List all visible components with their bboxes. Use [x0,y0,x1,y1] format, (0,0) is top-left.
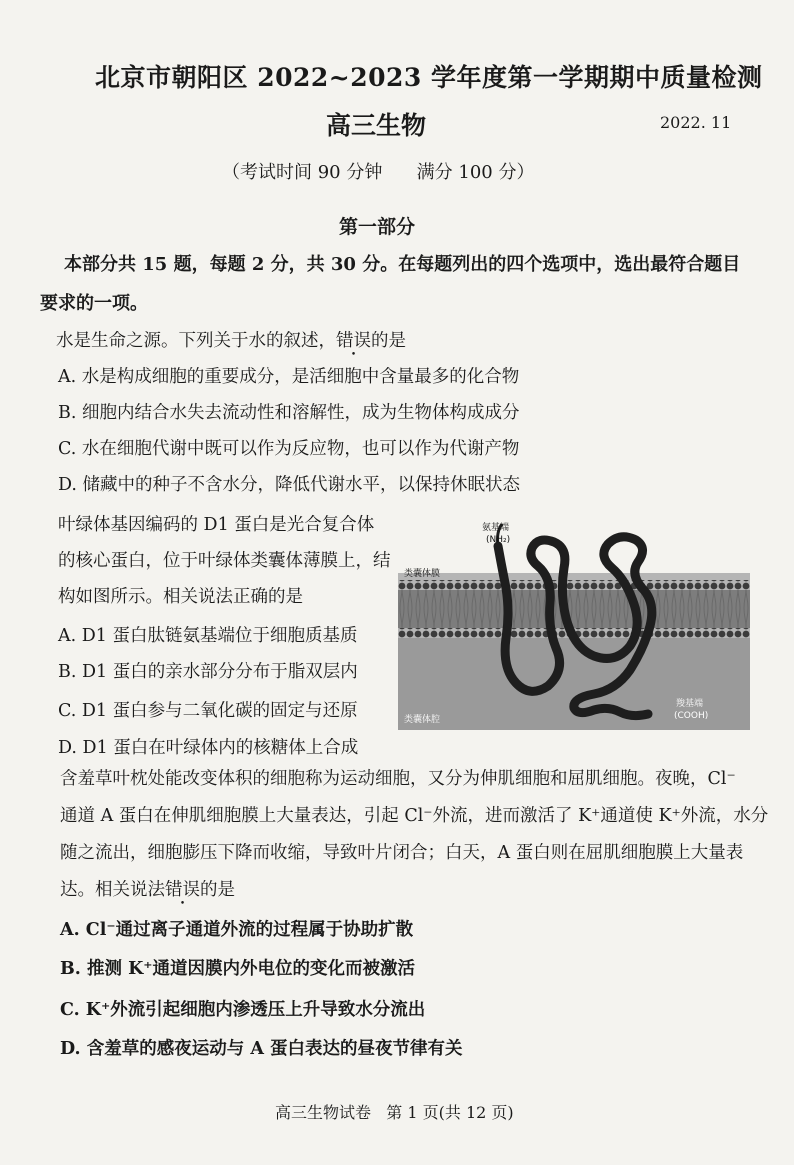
q3-option-c: C. K⁺外流引起细胞内渗透压上升导致水分流出 [60,1000,426,1020]
q3-stem-line: 达。相关说法错误的是 [60,880,235,900]
subject-title: 高三生物 [326,111,427,140]
q1-option-b: B. 细胞内结合水失去流动性和溶解性，成为生物体构成成分 [58,403,520,423]
bilayer-tails-pattern [398,590,750,628]
emphasis-mark: 错误 [336,331,371,351]
membrane-label: 类囊体膜 [404,569,441,579]
q2-option-d: D. D1 蛋白在叶绿体内的核糖体上合成 [58,738,359,758]
q3-stem-line: 含羞草叶枕处能改变体积的细胞称为运动细胞，又分为伸肌细胞和屈肌细胞。夜晚，Cl⁻ [60,769,736,789]
q3-option-b: B. 推测 K⁺通道因膜内外电位的变化而被激活 [60,959,416,979]
part-title: 第一部分 [339,216,416,238]
q2-option-a: A. D1 蛋白肽链氨基端位于细胞质基质 [58,626,358,646]
emphasis-mark: 错误 [165,880,200,900]
n-terminal-label: 氨基端 [482,523,510,533]
d1-protein-figure [398,518,750,730]
lumen-label: 类囊体腔 [404,715,441,725]
bilayer-upper-heads [398,580,750,590]
q1-option-d: D. 储藏中的种子不含水分，降低代谢水平，以保持休眠状态 [58,475,521,495]
q2-stem-line: 叶绿体基因编码的 D1 蛋白是光合复合体 [58,515,375,535]
part-instructions: 本部分共 15 题，每题 2 分，共 30 分。在每题列出的四个选项中，选出最符合题目要求的一项。 [40,254,741,314]
n-terminal-formula: (NH₂) [486,535,511,545]
page-footer: 高三生物试卷 第 1 页(共 12 页) [275,1103,514,1122]
q3-stem-line: 随之流出，细胞膨压下降而收缩，导致叶片闭合；白天，A 蛋白则在屈肌细胞膜上大量表 [60,843,744,863]
q2-stem-line: 构如图所示。相关说法正确的是 [58,587,303,607]
exam-date: 2022. 11 [660,113,732,132]
q3-stem-line: 通道 A 蛋白在伸肌细胞膜上大量表达，引起 Cl⁻外流，进而激活了 K⁺通道使 K⁺外流，水分 [60,806,769,826]
q2-stem-line: 的核心蛋白，位于叶绿体类囊体薄膜上，结 [58,551,391,571]
q1-stem: 水是生命之源。下列关于水的叙述，错误的是 [56,331,406,351]
q3-option-d: D. 含羞草的感夜运动与 A 蛋白表达的昼夜节律有关 [60,1039,463,1059]
q2-option-b: B. D1 蛋白的亲水部分分布于脂双层内 [58,662,358,682]
q1-option-c: C. 水在细胞代谢中既可以作为反应物，也可以作为代谢产物 [58,439,520,459]
q3-option-a: A. Cl⁻通过离子通道外流的过程属于协助扩散 [60,920,414,940]
exam-info: （考试时间 90 分钟 满分 100 分） [222,162,535,183]
exam-title: 北京市朝阳区 2022~2023 学年度第一学期期中质量检测 [95,63,763,92]
c-terminal-formula: (COOH) [674,711,709,721]
q2-option-c: C. D1 蛋白参与二氧化碳的固定与还原 [58,701,358,721]
q1-option-a: A. 水是构成细胞的重要成分，是活细胞中含量最多的化合物 [58,367,520,387]
c-terminal-label: 羧基端 [676,699,704,709]
